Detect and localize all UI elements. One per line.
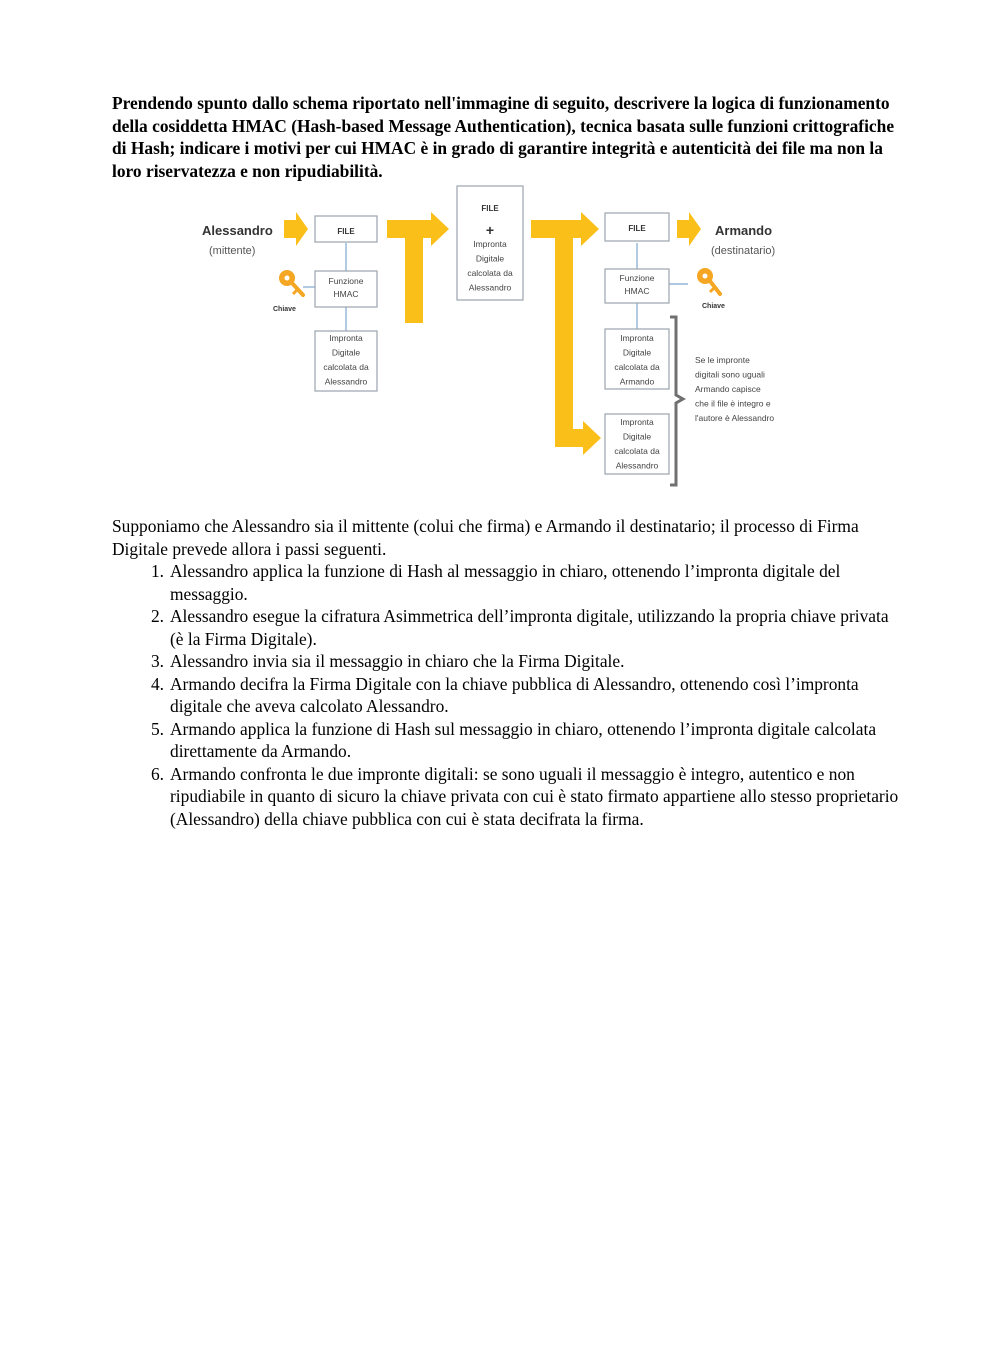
step-text: Alessandro invia sia il messaggio in chiaro che la Firma Digitale. bbox=[170, 651, 625, 671]
sender-hmac-label-line: Funzione bbox=[328, 276, 364, 286]
received-digest-label-line: Digitale bbox=[622, 431, 652, 442]
step-number: 2. bbox=[150, 606, 164, 626]
receiver-digest-label-line: Impronta bbox=[620, 333, 654, 343]
step-number: 4. bbox=[150, 673, 164, 694]
comparison-note-line: l'autore è Alessandro bbox=[695, 413, 775, 423]
lower-left-flow-bar bbox=[405, 283, 423, 323]
received-digest-label-line: Impronta bbox=[620, 417, 654, 427]
hmac-diagram bbox=[195, 183, 805, 490]
receiver-digest-label-line: Digitale bbox=[622, 347, 652, 358]
sender-role: (mittente) bbox=[209, 245, 256, 257]
sender-file-label: FILE bbox=[337, 227, 355, 236]
step-text: Armando decifra la Firma Digitale con la chiave pubblica di Alessandro, ottenendo così l’impronta digitale che aveva calcolato Alessandro. bbox=[170, 673, 859, 716]
received-digest-label-line: calcolata da bbox=[614, 446, 660, 456]
question-text: Prendendo spunto dallo schema riportato nell'immagine di seguito, descrivere la logica di funzionamento della cosiddetta HMAC (Hash-based Message Authentication), tecnica basata sulle funzioni crittografiche di Hash; indicare i motivi per cui HMAC è in grado di garantire integrità e autenticità dei file ma non la loro riservatezza e non ripudiabilità. bbox=[112, 93, 895, 181]
step-number: 3. bbox=[150, 651, 164, 671]
comparison-bracket bbox=[670, 317, 683, 485]
step-text: Armando applica la funzione di Hash sul messaggio in chiaro, ottenendo l’impronta digitale calcolata direttamente da Armando. bbox=[170, 718, 877, 761]
step-item bbox=[112, 673, 902, 718]
sender-digest-label-line: Alessandro bbox=[324, 376, 368, 387]
sender-key-icon bbox=[279, 270, 303, 295]
receiver-key-label: Chiave bbox=[702, 303, 725, 310]
hmac-diagram-svg bbox=[195, 183, 805, 490]
bundle-file-label: FILE bbox=[481, 204, 499, 213]
step-text: Armando confronta le due impronte digitali: se sono uguali il messaggio è integro, autentico e non ripudiabile in quanto di sicuro la chiave privata con cui è stato firmato appartiene allo stesso proprietario (Alessandro) della chiave pubblica con cui è stata decifrata la firma. bbox=[170, 763, 899, 829]
receiver-name: Armando bbox=[715, 223, 773, 238]
step-item bbox=[112, 650, 902, 673]
sender-digest-label-line: Impronta bbox=[329, 333, 363, 343]
step-number: 5. bbox=[150, 718, 164, 739]
step-text: Alessandro esegue la cifratura Asimmetrica dell’impronta digitale, utilizzando la propria chiave privata (è la Firma Digitale). bbox=[170, 606, 889, 649]
step-item bbox=[112, 560, 902, 605]
step-item bbox=[112, 605, 902, 650]
bundle-digest-label-line: calcolata da bbox=[467, 268, 513, 278]
receiver-output-arrow bbox=[677, 212, 701, 246]
bundle-plus-sign: + bbox=[485, 222, 495, 238]
receiver-digest-label-line: Armando bbox=[619, 376, 655, 387]
bundle-digest-label-line: Alessandro bbox=[468, 282, 512, 293]
sender-input-arrow bbox=[284, 212, 308, 246]
receiver-hmac-label-line: Funzione bbox=[619, 273, 655, 283]
bundle-digest-label-line: Impronta bbox=[473, 239, 507, 249]
intro-paragraph: Supponiamo che Alessandro sia il mittente (colui che firma) e Armando il destinatario; il processo di Firma Digitale prevede allora i passi seguenti. bbox=[112, 516, 859, 559]
sender-digest-label-line: Digitale bbox=[331, 347, 361, 358]
sender-key-label: Chiave bbox=[273, 306, 296, 313]
receiver-hmac-label-line: HMAC bbox=[624, 286, 650, 296]
sender-name: Alessandro bbox=[202, 223, 273, 238]
bundle-digest-label-line: Digitale bbox=[475, 253, 505, 264]
comparison-note-line: Armando capisce bbox=[695, 384, 761, 394]
sender-hmac-label-line: HMAC bbox=[333, 289, 359, 299]
receiver-file-label: FILE bbox=[628, 224, 646, 233]
comparison-note-line: digitali sono uguali bbox=[695, 369, 765, 380]
sender-digest-label-line: calcolata da bbox=[323, 362, 369, 372]
receiver-role: (destinatario) bbox=[711, 245, 776, 257]
comparison-note-line: Se le impronte bbox=[695, 355, 750, 365]
received-digest-label-line: Alessandro bbox=[615, 460, 659, 471]
step-number: 1. bbox=[150, 561, 164, 581]
step-number: 6. bbox=[150, 763, 164, 784]
comparison-note-line: che il file è integro e bbox=[695, 398, 771, 409]
receiver-key-icon bbox=[697, 268, 720, 294]
step-text: Alessandro applica la funzione di Hash al messaggio in chiaro, ottenendo l’impronta digitale del messaggio. bbox=[170, 561, 841, 604]
receiver-digest-label-line: calcolata da bbox=[614, 362, 660, 372]
lower-right-flow-arrow bbox=[555, 238, 601, 455]
step-item bbox=[112, 718, 902, 763]
step-item bbox=[112, 763, 902, 831]
steps-list bbox=[112, 560, 902, 830]
